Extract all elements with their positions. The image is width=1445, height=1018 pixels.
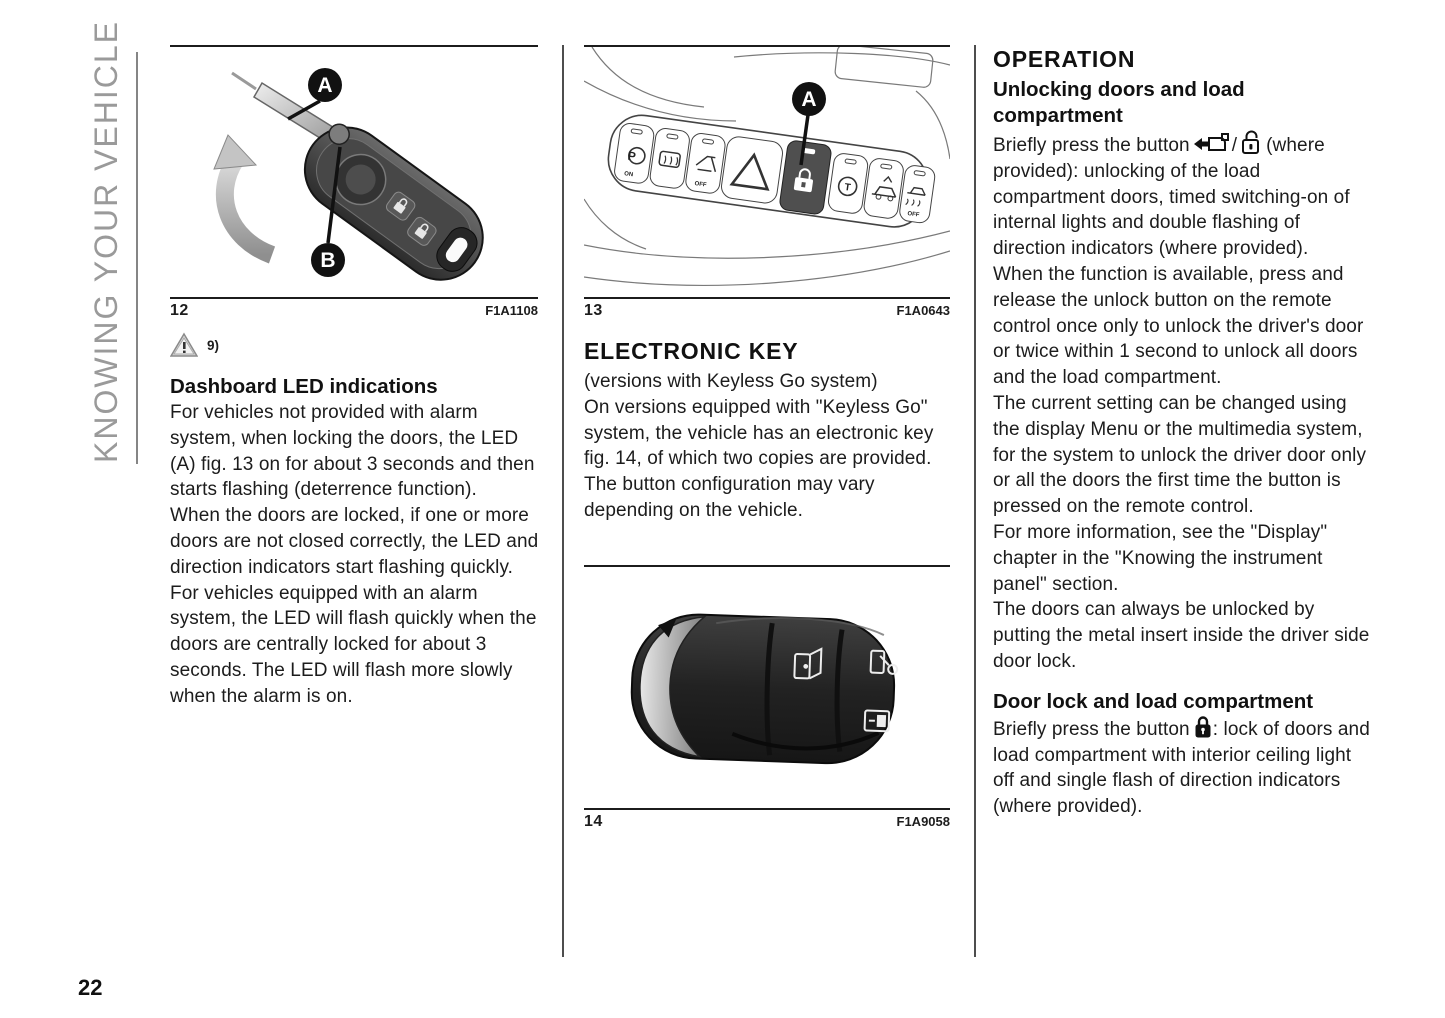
figure-14 — [584, 565, 950, 831]
figure-13-caption — [584, 297, 950, 320]
paragraph: The doors can always be unlocked by putting the metal insert inside the driver side door lock. — [993, 599, 1370, 672]
paragraph-with-icons — [993, 715, 1373, 820]
paragraph: On versions equipped with "Keyless Go" system, the vehicle has an electronic key fig. 14, of which two copies are provided. — [584, 396, 934, 470]
figure-number: 12 — [170, 302, 189, 319]
figure-12-caption — [170, 297, 538, 320]
figure-code: F1A9058 — [896, 814, 950, 829]
paragraph: For vehicles equipped with an alarm system, the LED will flash quickly when the doors are centrally locked for about 3 seconds. The LED will flash more slowly when the alarm is on. — [170, 582, 537, 707]
leveling-off-label: OFF — [694, 181, 707, 189]
page-number: 22 — [78, 975, 103, 1000]
callout-b-label: B — [320, 249, 336, 272]
paragraph: The current setting can be changed using the display Menu or the multimedia system, for the system to unlock the driver door only or all the doors the first time the button is pressed on the remote control. — [993, 392, 1367, 518]
rotate-arrow-head — [214, 135, 256, 169]
subheading-keyless: (versions with Keyless Go system) — [584, 371, 878, 392]
figure-code: F1A1108 — [485, 303, 538, 318]
column-3 — [993, 46, 1373, 820]
section-heading-electronic-key: ELECTRONIC KEY — [584, 338, 799, 364]
vehicle-load-unlock-icon — [1193, 133, 1229, 155]
warning-note-ref: 9) — [207, 337, 220, 353]
figure-number: 14 — [584, 813, 603, 830]
column-divider — [562, 45, 564, 957]
figure-number: 13 — [584, 302, 603, 319]
callout-a-label: A — [801, 88, 817, 111]
lead-text: Briefly press the button — [993, 718, 1190, 740]
button-panel — [604, 111, 937, 232]
column-1 — [170, 330, 544, 710]
figure-code: F1A0643 — [896, 303, 950, 318]
paragraph: When the doors are locked, if one or more doors are not closed correctly, the LED and direction indicators start flashing quickly. — [170, 505, 539, 578]
chapter-title-vertical: KNOWING YOUR VEHICLE — [88, 19, 124, 463]
warning-triangle-icon — [170, 332, 198, 358]
lead-text: Briefly press the button — [993, 135, 1190, 156]
column-divider — [974, 45, 976, 957]
icon-separator: / — [1231, 135, 1238, 156]
subheading-door-lock: Door lock and load compartment — [993, 689, 1314, 713]
sidebar-rule — [136, 52, 138, 464]
paragraph: For more information, see the "Display" chapter in the "Knowing the instrument panel" section. — [993, 521, 1328, 595]
lead-text: (where provided): unlocking of the load compartment doors, timed switching-on of internal lights and double flashing of direction indicators (where provided). — [993, 135, 1350, 260]
paragraph: When the function is available, press and release the unlock button on the remote control once only to unlock the driver's door or twice within 1 second to unlock all doors and the load compartment. — [993, 263, 1364, 389]
parking-button-glyph: P — [626, 148, 637, 164]
key-blade-tip — [232, 73, 256, 89]
figure-12 — [170, 45, 538, 320]
lead-text: : lock of doors and load compartment with interior ceiling light off and single flash of direction indicators (where provided). — [993, 718, 1370, 818]
paragraph-with-icons — [993, 129, 1373, 262]
section-heading-dashboard-led: Dashboard LED indications — [170, 375, 438, 398]
rotate-arrow — [225, 159, 272, 255]
figure-14-caption — [584, 808, 950, 831]
paragraph: For vehicles not provided with alarm system, when locking the doors, the LED (A) fig. 13 on for about 3 seconds and then starts flashing (deterrence function). — [170, 402, 535, 501]
figure-13 — [584, 45, 950, 320]
figure-14-electronic-key-illustration — [584, 567, 950, 808]
key-fob — [629, 612, 898, 765]
subheading-unlocking: Unlocking doors and load compartment — [993, 78, 1245, 127]
paragraph: The button configuration may vary depending on the vehicle. — [584, 474, 875, 521]
warning-note-row — [170, 330, 544, 360]
figure-12-key-illustration — [170, 47, 538, 297]
section-heading-operation: OPERATION — [993, 46, 1136, 72]
figure-13-dashboard-illustration — [584, 47, 950, 297]
parking-on-label: ON — [623, 171, 634, 179]
closed-padlock-icon — [1194, 715, 1212, 739]
traction-off-label: OFF — [906, 210, 920, 219]
timer-button-glyph: T — [843, 181, 852, 194]
column-2 — [584, 338, 954, 524]
callout-a-label: A — [317, 74, 333, 97]
open-padlock-icon — [1240, 129, 1263, 155]
